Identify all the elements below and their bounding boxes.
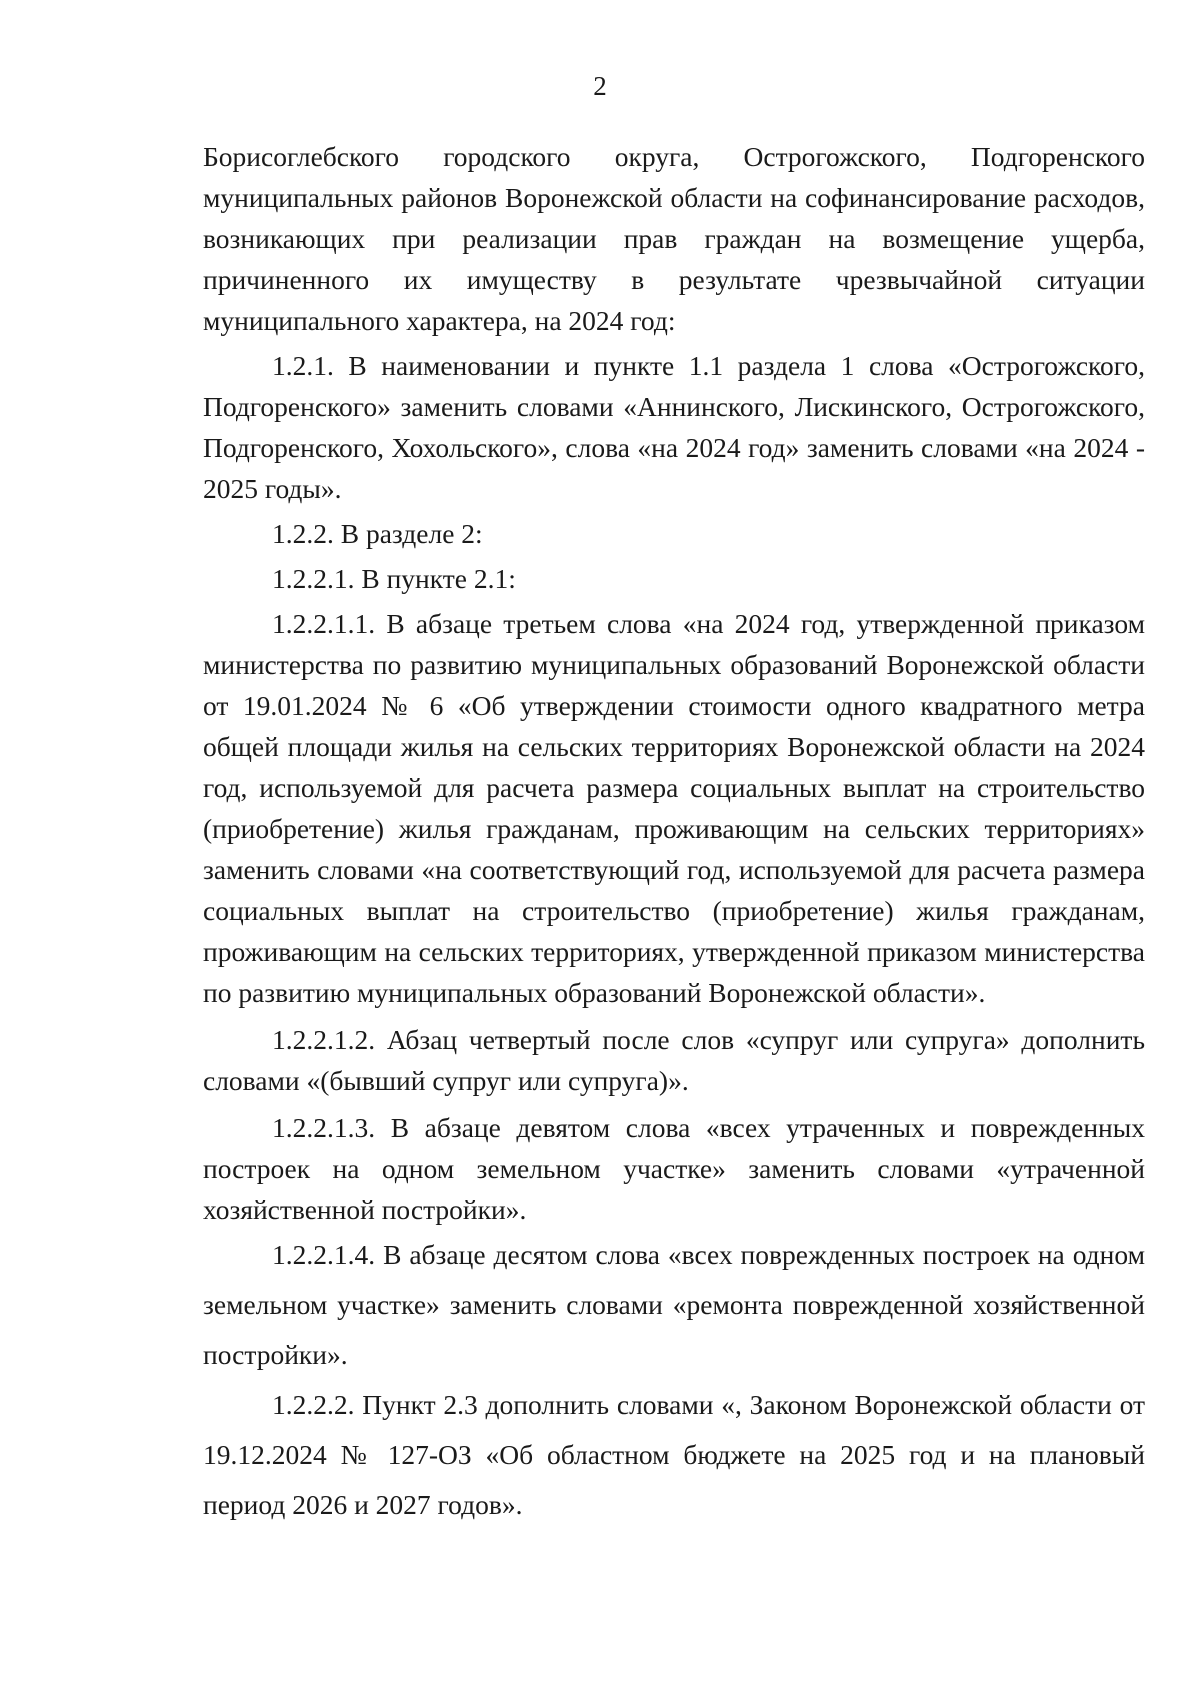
paragraph-1-2-2-2: 1.2.2.2. Пункт 2.3 дополнить словами «, Законом Воронежской области от 19.12.2024 № 127-ОЗ «Об областном бюджете на 2025 год и на плановый период 2026 и 2027 годов».: [203, 1389, 1145, 1520]
page-number: 2: [593, 71, 607, 101]
paragraph-1-2-1: 1.2.1. В наименовании и пункте 1.1 раздела 1 слова «Острогожского, Подгоренского» заменить словами «Аннинского, Лискинского, Острогожского, Подгоренского, Хохольского», слова «на 2024 год» заменить словами «на 2024 - 2025 годы».: [203, 350, 1145, 504]
document-body: [203, 136, 1145, 1530]
paragraph-1-2-2-1-4: 1.2.2.1.4. В абзаце десятом слова «всех поврежденных построек на одном земельном участке» заменить словами «ремонта поврежденной хозяйственной постройки».: [203, 1239, 1145, 1370]
paragraph-1-2-2-1-2: 1.2.2.1.2. Абзац четвертый после слов «супруг или супруга» дополнить словами «(бывший супруг или супруга)».: [203, 1024, 1145, 1096]
paragraph-1-2-2-1: 1.2.2.1. В пункте 2.1:: [272, 563, 516, 594]
paragraph-1-2-2-1-3: 1.2.2.1.3. В абзаце девятом слова «всех утраченных и поврежденных построек на одном земельном участке» заменить словами «утраченной хозяйственной постройки».: [203, 1112, 1145, 1225]
paragraph-intro-continuation: Борисоглебского городского округа, Острогожского, Подгоренского муниципальных районов Воронежской области на софинансирование расходов, возникающих при реализации прав граждан на возмещение ущерба, причиненного их имуществу в результате чрезвычайной ситуации муниципального характера, на 2024 год:: [203, 141, 1145, 336]
paragraph-1-2-2: 1.2.2. В разделе 2:: [272, 518, 483, 549]
paragraph-1-2-2-1-1: 1.2.2.1.1. В абзаце третьем слова «на 2024 год, утвержденной приказом министерства по развитию муниципальных образований Воронежской области от 19.01.2024 № 6 «Об утверждении стоимости одного квадратного метра общей площади жилья на сельских территориях Воронежской области на 2024 год, используемой для расчета размера социальных выплат на строительство (приобретение) жилья гражданам, проживающим на сельских территориях» заменить словами «на соответствующий год, используемой для расчета размера социальных выплат на строительство (приобретение) жилья гражданам, проживающим на сельских территориях, утвержденной приказом министерства по развитию муниципальных образований Воронежской области».: [203, 608, 1145, 1008]
